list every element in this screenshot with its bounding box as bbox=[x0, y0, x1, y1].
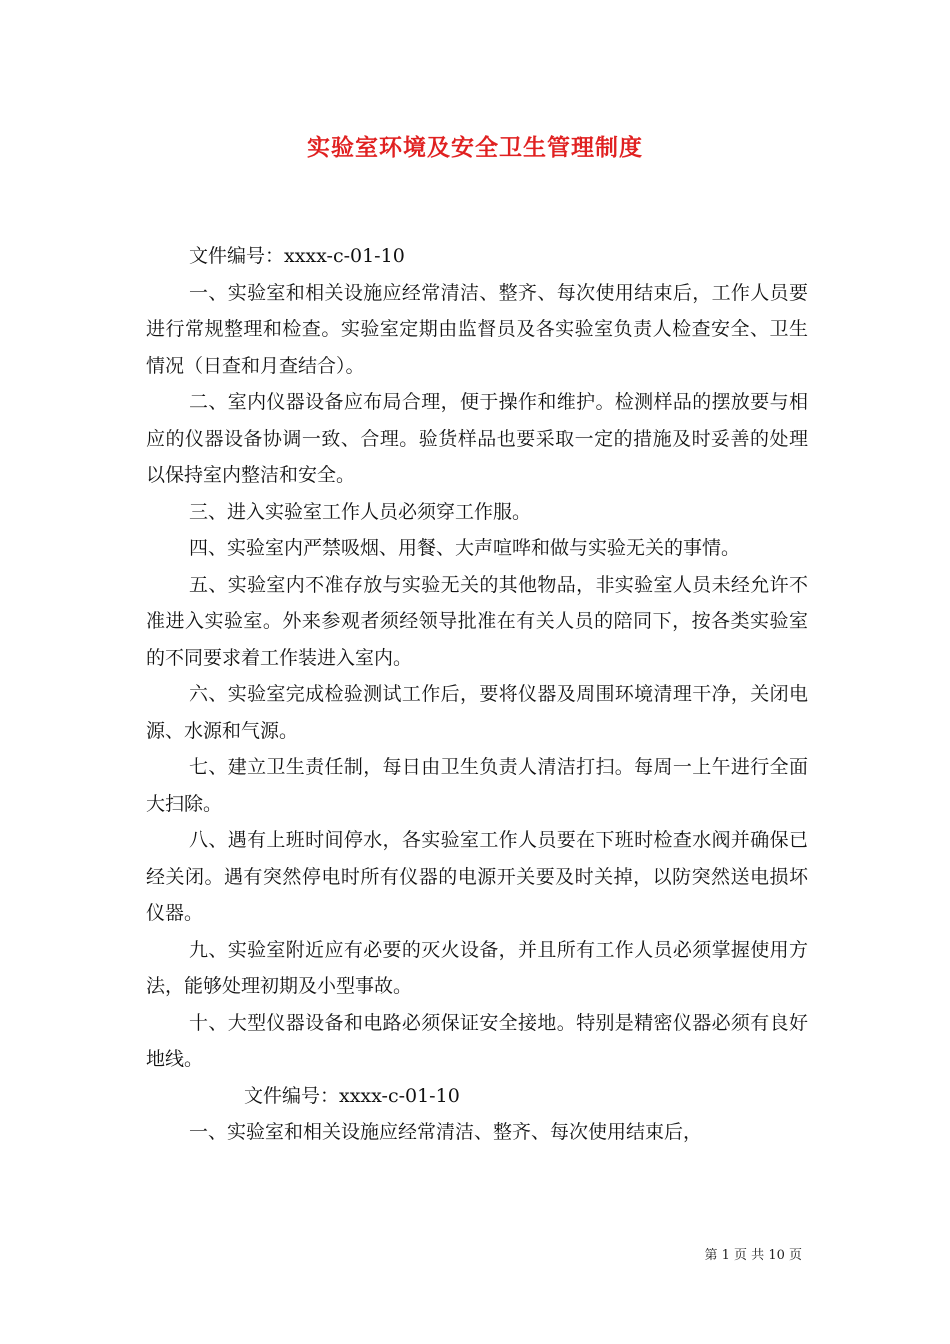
paragraph-2: 二、室内仪器设备应布局合理，便于操作和维护。检测样品的摆放要与相应的仪器设备协调一致、合理。验货样品也要采取一定的措施及时妥善的处理以保持室内整洁和安全。 bbox=[146, 391, 808, 486]
paragraph-1-repeat: 一、实验室和相关设施应经常清洁、整齐、每次使用结束后， bbox=[189, 1121, 703, 1143]
document-body bbox=[146, 238, 808, 1151]
paragraph-7: 七、建立卫生责任制，每日由卫生负责人清洁打扫。每周一上午进行全面大扫除。 bbox=[146, 756, 808, 815]
page-footer: 第 1 页 共 10 页 bbox=[704, 1248, 802, 1263]
file-number-repeat: 文件编号：xxxx-c-01-10 bbox=[244, 1084, 460, 1107]
paragraph-9: 九、实验室附近应有必要的灭火设备，并且所有工作人员必须掌握使用方法，能够处理初期及小型事故。 bbox=[146, 938, 808, 997]
paragraph-1: 一、实验室和相关设施应经常清洁、整齐、每次使用结束后，工作人员要进行常规整理和检查。实验室定期由监督员及各实验室负责人检查安全、卫生情况（日查和月查结合）。 bbox=[146, 281, 808, 377]
document-title: 实验室环境及安全卫生管理制度 bbox=[307, 134, 643, 161]
paragraph-5: 五、实验室内不准存放与实验无关的其他物品，非实验室人员未经允许不准进入实验室。外来参观者须经领导批准在有关人员的陪同下，按各类实验室的不同要求着工作装进入室内。 bbox=[146, 573, 808, 669]
paragraph-10: 十、大型仪器设备和电路必须保证安全接地。特别是精密仪器必须有良好地线。 bbox=[146, 1011, 808, 1070]
paragraph-4: 四、实验室内严禁吸烟、用餐、大声喧哗和做与实验无关的事情。 bbox=[189, 537, 741, 559]
paragraph-3: 三、进入实验室工作人员必须穿工作服。 bbox=[189, 500, 532, 523]
file-number: 文件编号：xxxx-c-01-10 bbox=[189, 245, 405, 267]
paragraph-6: 六、实验室完成检验测试工作后，要将仪器及周围环境清理干净，关闭电源、水源和气源。 bbox=[146, 683, 808, 742]
paragraph-8: 八、遇有上班时间停水，各实验室工作人员要在下班时检查水阀并确保已经关闭。遇有突然停电时所有仪器的电源开关要及时关掉，以防突然送电损坏仪器。 bbox=[146, 829, 808, 924]
